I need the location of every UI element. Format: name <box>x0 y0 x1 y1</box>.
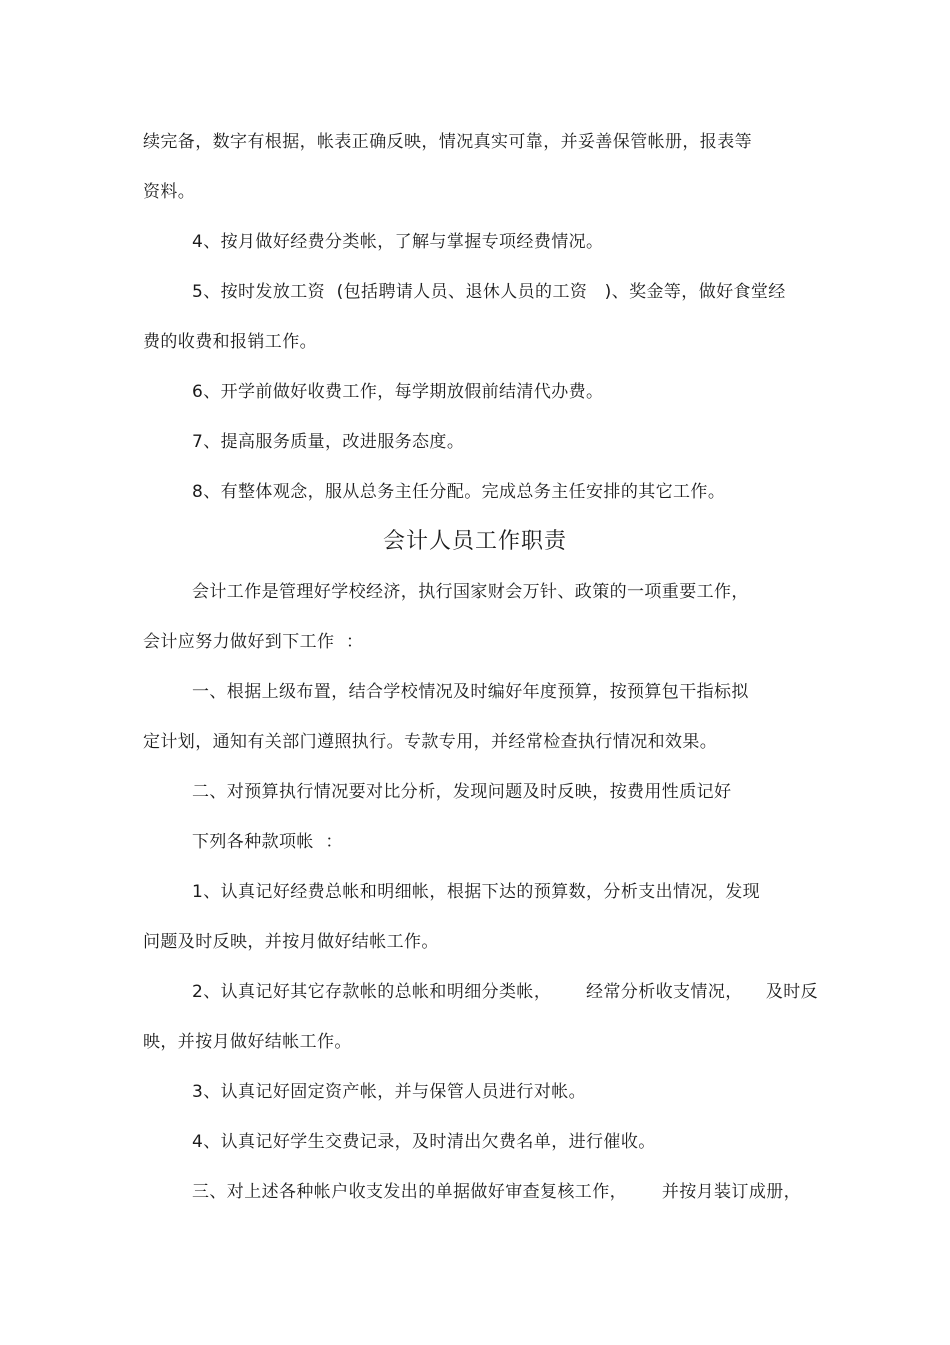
paragraph-line: 三、对上述各种帐户收支发出的单据做好审查复核工作， 并按月装订成册， <box>192 1182 802 1202</box>
paragraph-line: 一、根据上级布置，结合学校情况及时编好年度预算，按预算包干指标拟 <box>192 682 749 702</box>
paragraph-line: 定计划，通知有关部门遵照执行。专款专用，并经常检查执行情况和效果。 <box>143 732 718 752</box>
paragraph-line: 会计工作是管理好学校经济，执行国家财会万针、政策的一项重要工作， <box>192 582 749 602</box>
paragraph-line: 续完备，数字有根据，帐表正确反映，情况真实可靠，并妥善保管帐册，报表等 <box>143 132 752 152</box>
paragraph-line: 6、开学前做好收费工作，每学期放假前结清代办费。 <box>192 382 604 402</box>
paragraph-line: 4、认真记好学生交费记录，及时清出欠费名单，进行催收。 <box>192 1132 656 1152</box>
paragraph-line: 2、认真记好其它存款帐的总帐和明细分类帐， 经常分析收支情况， 及时反 <box>192 982 819 1002</box>
paragraph-line: 5、按时发放工资 (包括聘请人员、退休人员的工资 )、奖金等，做好食堂经 <box>192 282 786 302</box>
paragraph-line: 1、认真记好经费总帐和明细帐，根据下达的预算数，分析支出情况，发现 <box>192 882 761 902</box>
paragraph-line: 二、对预算执行情况要对比分析，发现问题及时反映，按费用性质记好 <box>192 782 732 802</box>
paragraph-line: 3、认真记好固定资产帐，并与保管人员进行对帐。 <box>192 1082 587 1102</box>
paragraph-line: 7、提高服务质量，改进服务态度。 <box>192 432 465 452</box>
paragraph-line: 问题及时反映，并按月做好结帐工作。 <box>143 932 439 952</box>
paragraph-line: 下列各种款项帐 ： <box>192 832 343 852</box>
paragraph-line: 8、有整体观念，服从总务主任分配。完成总务主任安排的其它工作。 <box>192 482 726 502</box>
paragraph-line: 会计应努力做好到下工作 ： <box>143 632 364 652</box>
paragraph-line: 4、按月做好经费分类帐，了解与掌握专项经费情况。 <box>192 232 604 252</box>
paragraph-line: 费的收费和报销工作。 <box>143 332 317 352</box>
paragraph-line: 资料。 <box>143 182 196 202</box>
section-title: 会计人员工作职责 <box>382 529 567 554</box>
paragraph-line: 映，并按月做好结帐工作。 <box>143 1032 352 1052</box>
